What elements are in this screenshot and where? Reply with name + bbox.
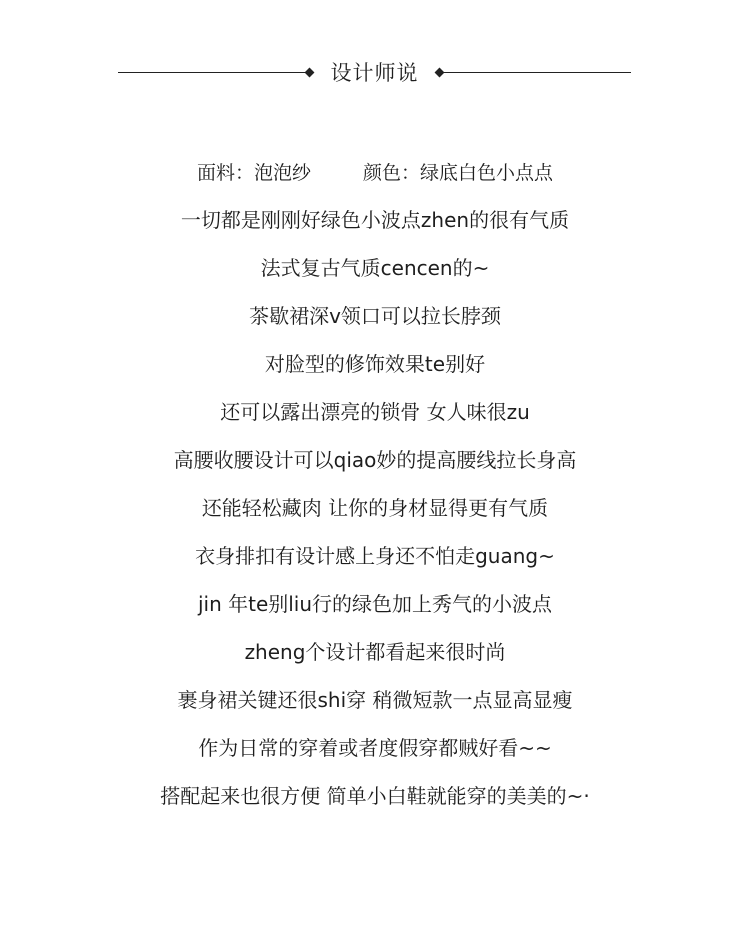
description-line: 高腰收腰设计可以qiao妙的提高腰线拉长身高 — [173, 448, 577, 472]
fabric-spec: 面料：泡泡纱 — [196, 162, 311, 184]
description-line: jin 年te别liu行的绿色加上秀气的小波点 — [197, 592, 553, 616]
designer-says-header — [118, 58, 631, 88]
header-rule-right — [441, 72, 631, 73]
description-line: 一切都是刚刚好绿色小波点zhen的很有气质 — [180, 208, 570, 232]
description-line: 对脸型的修饰效果te别好 — [264, 352, 486, 376]
color-spec: 颜色：绿底白色小点点 — [363, 162, 554, 184]
description-line: zheng个设计都看起来很时尚 — [244, 640, 506, 664]
description-line: 搭配起来也很方便 简单小白鞋就能穿的美美的~· — [160, 784, 590, 808]
description-line: 法式复古气质cencen的~ — [260, 256, 490, 280]
spec-line — [0, 158, 750, 188]
description-line: 裹身裙关键还很shi穿 稍微短款一点显高显瘦 — [177, 688, 573, 712]
description-line: 还可以露出漂亮的锁骨 女人味很zu — [220, 400, 530, 424]
description-line: 作为日常的穿着或者度假穿都贼好看~~ — [198, 736, 552, 760]
description-line: 衣身排扣有设计感上身还不怕走guang~ — [195, 544, 555, 568]
description-line: 还能轻松藏肉 让你的身材显得更有气质 — [201, 496, 549, 520]
description-line: 茶歇裙深v领口可以拉长脖颈 — [249, 304, 501, 328]
header-title: 设计师说 — [330, 61, 419, 85]
